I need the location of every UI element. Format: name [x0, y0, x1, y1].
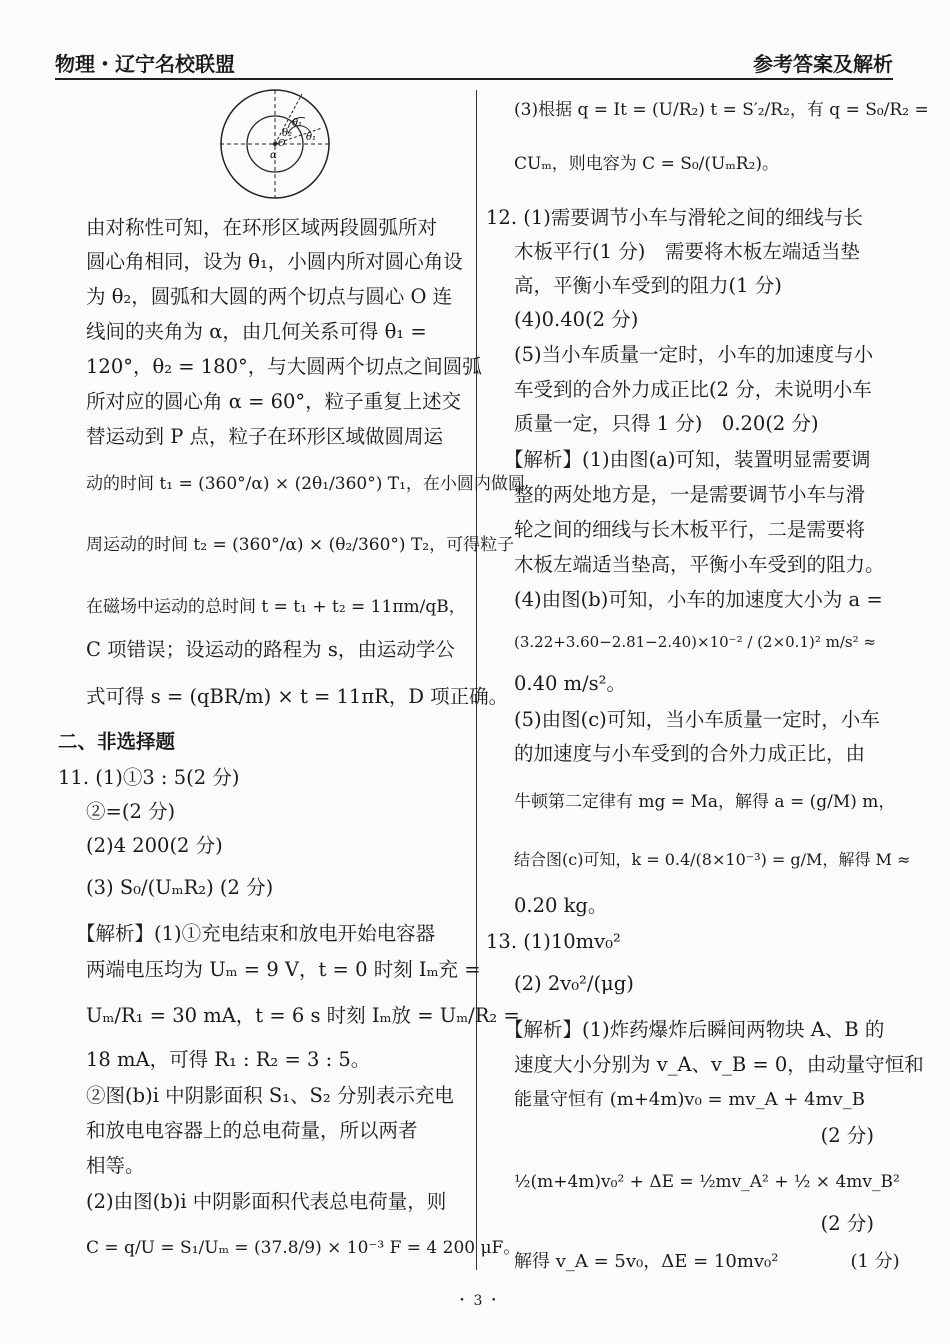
text-line: ②图(b)i 中阴影面积 S₁、S₂ 分别表示充电 [86, 1084, 454, 1107]
text-line: 车受到的合外力成正比(2 分，未说明小车 [514, 378, 872, 401]
text-line: 木板左端适当垫高，平衡小车受到的阻力。 [514, 553, 885, 576]
text-line: 18 mA，可得 R₁ : R₂ = 3 : 5。 [86, 1048, 371, 1071]
text-line: 0.40 m/s²。 [514, 672, 627, 695]
text-line: (4)由图(b)可知，小车的加速度大小为 a = [514, 588, 883, 611]
answer-line: (2)4 200(2 分) [86, 834, 223, 857]
text-line: 两端电压均为 Uₘ = 9 V，t = 0 时刻 Iₘ充 = [86, 958, 481, 981]
text-line: 为 θ₂，圆弧和大圆的两个切点与圆心 O 连 [86, 285, 453, 308]
label-alpha: α [270, 150, 277, 161]
header-section: 参考答案及解析 [753, 52, 893, 76]
text-line: 质量一定，只得 1 分) 0.20(2 分) [514, 412, 819, 435]
text-line: 解得 v_A = 5v₀，ΔE = 10mv₀² (1 分) [514, 1251, 900, 1272]
answer-line: (3) S₀/(UₘR₂) (2 分) [86, 876, 274, 899]
score-note: (2 分) [820, 1212, 874, 1235]
text-line: 所对应的圆心角 α = 60°，粒子重复上述交 [86, 390, 462, 413]
text-line: (5)当小车质量一定时，小车的加速度与小 [514, 343, 874, 366]
text-line: 和放电电容器上的总电荷量，所以两者 [86, 1119, 418, 1142]
text-line: 由对称性可知，在环形区域两段圆弧所对 [86, 216, 438, 239]
header-subject: 物理・辽宁名校联盟 [55, 52, 235, 76]
text-line: 结合图(c)可知，k = 0.4/(8×10⁻³) = g/M，解得 M ≈ [514, 850, 911, 869]
text-line: 0.20 kg。 [514, 894, 608, 917]
text-line: (2)由图(b)i 中阴影面积代表总电荷量，则 [86, 1190, 447, 1213]
text-line: 轮之间的细线与长木板平行，二是需要将 [514, 518, 866, 541]
text-line: 在磁场中运动的总时间 t = t₁ + t₂ = 11πm/qB， [86, 597, 466, 617]
answer-line: 11. (1)①3 : 5(2 分) [58, 766, 240, 789]
header-rule [55, 78, 893, 80]
center-point [273, 142, 277, 146]
text-line: C 项错误；设运动的路程为 s，由运动学公 [86, 638, 455, 661]
page-number: ・ 3 ・ [455, 1293, 501, 1309]
text-line: 高，平衡小车受到的阻力(1 分) [514, 274, 782, 297]
text-line: CUₘ，则电容为 C = S₀/(UₘR₂)。 [514, 154, 780, 174]
text-line: Uₘ/R₁ = 30 mA，t = 6 s 时刻 Iₘ放 = Uₘ/R₂ = [86, 1004, 520, 1027]
text-line: 牛顿第二定律有 mg = Ma，解得 a = (g/M) m， [514, 792, 896, 812]
text-line: 动的时间 t₁ = (360°/α) × (2θ₁/360°) T₁，在小圆内做圆 [86, 474, 525, 494]
label-theta2: θ₂ [282, 128, 293, 139]
formula-line: ½(m+4m)v₀² + ΔE = ½mv_A² + ½ × 4mv_B² [514, 1172, 900, 1192]
section-heading: 二、非选择题 [58, 730, 176, 753]
label-theta1: θ₁ [292, 118, 303, 129]
answer-line: ②=(2 分) [86, 800, 176, 823]
answer-line: 12. (1)需要调节小车与滑轮之间的细线与长 [486, 206, 863, 229]
text-line: 木板平行(1 分) 需要将木板左端适当垫 [514, 240, 860, 263]
text-line: 圆心角相同，设为 θ₁，小圆内所对圆心角设 [86, 250, 463, 273]
column-divider [476, 90, 477, 1270]
text-line: 替运动到 P 点，粒子在环形区域做圆周运 [86, 425, 444, 448]
analysis-line: 【解析】(1)由图(a)可知，装置明显需要调 [504, 448, 871, 471]
text-line: 线间的夹角为 α，由几何关系可得 θ₁ = [86, 320, 427, 343]
text-line: 式可得 s = (qBR/m) × t = 11πR，D 项正确。 [86, 685, 509, 708]
answer-line: (4)0.40(2 分) [514, 308, 639, 331]
formula-line: (3.22+3.60−2.81−2.40)×10⁻² / (2×0.1)² m/s² ≈ [514, 633, 876, 651]
answer-line: (2) 2v₀²/(μg) [514, 972, 634, 995]
text-line: 相等。 [86, 1154, 145, 1177]
page-header [55, 48, 893, 78]
answer-line: 13. (1)10mv₀² [486, 930, 621, 953]
analysis-line: 【解析】(1)①充电结束和放电开始电容器 [76, 922, 436, 945]
text-line: (5)由图(c)可知，当小车质量一定时，小车 [514, 708, 880, 731]
text-line: (3)根据 q = It = (U/R₂) t = S′₂/R₂，有 q = S₀/R₂ = [514, 100, 929, 120]
text-line: 速度大小分别为 v_A、v_B = 0，由动量守恒和 [514, 1053, 924, 1076]
text-line: 120°，θ₂ = 180°，与大圆两个切点之间圆弧 [86, 355, 482, 378]
text-line: 周运动的时间 t₂ = (360°/α) × (θ₂/360°) T₂，可得粒子 [86, 535, 515, 555]
label-theta1b: θ₁ [306, 132, 317, 143]
analysis-line: 【解析】(1)炸药爆炸后瞬间两物块 A、B 的 [504, 1018, 885, 1041]
text-line: 能量守恒有 (m+4m)v₀ = mv_A + 4mv_B [514, 1089, 866, 1110]
score-note: (2 分) [820, 1124, 874, 1147]
concentric-circles-diagram [210, 88, 340, 200]
text-line: 的加速度与小车受到的合外力成正比，由 [514, 742, 866, 765]
text-line: 整的两处地方是，一是需要调节小车与滑 [514, 483, 866, 506]
text-line: C = q/U = S₁/Uₘ = (37.8/9) × 10⁻³ F = 4 200 μF。 [86, 1238, 521, 1258]
label-o: O [278, 139, 286, 149]
